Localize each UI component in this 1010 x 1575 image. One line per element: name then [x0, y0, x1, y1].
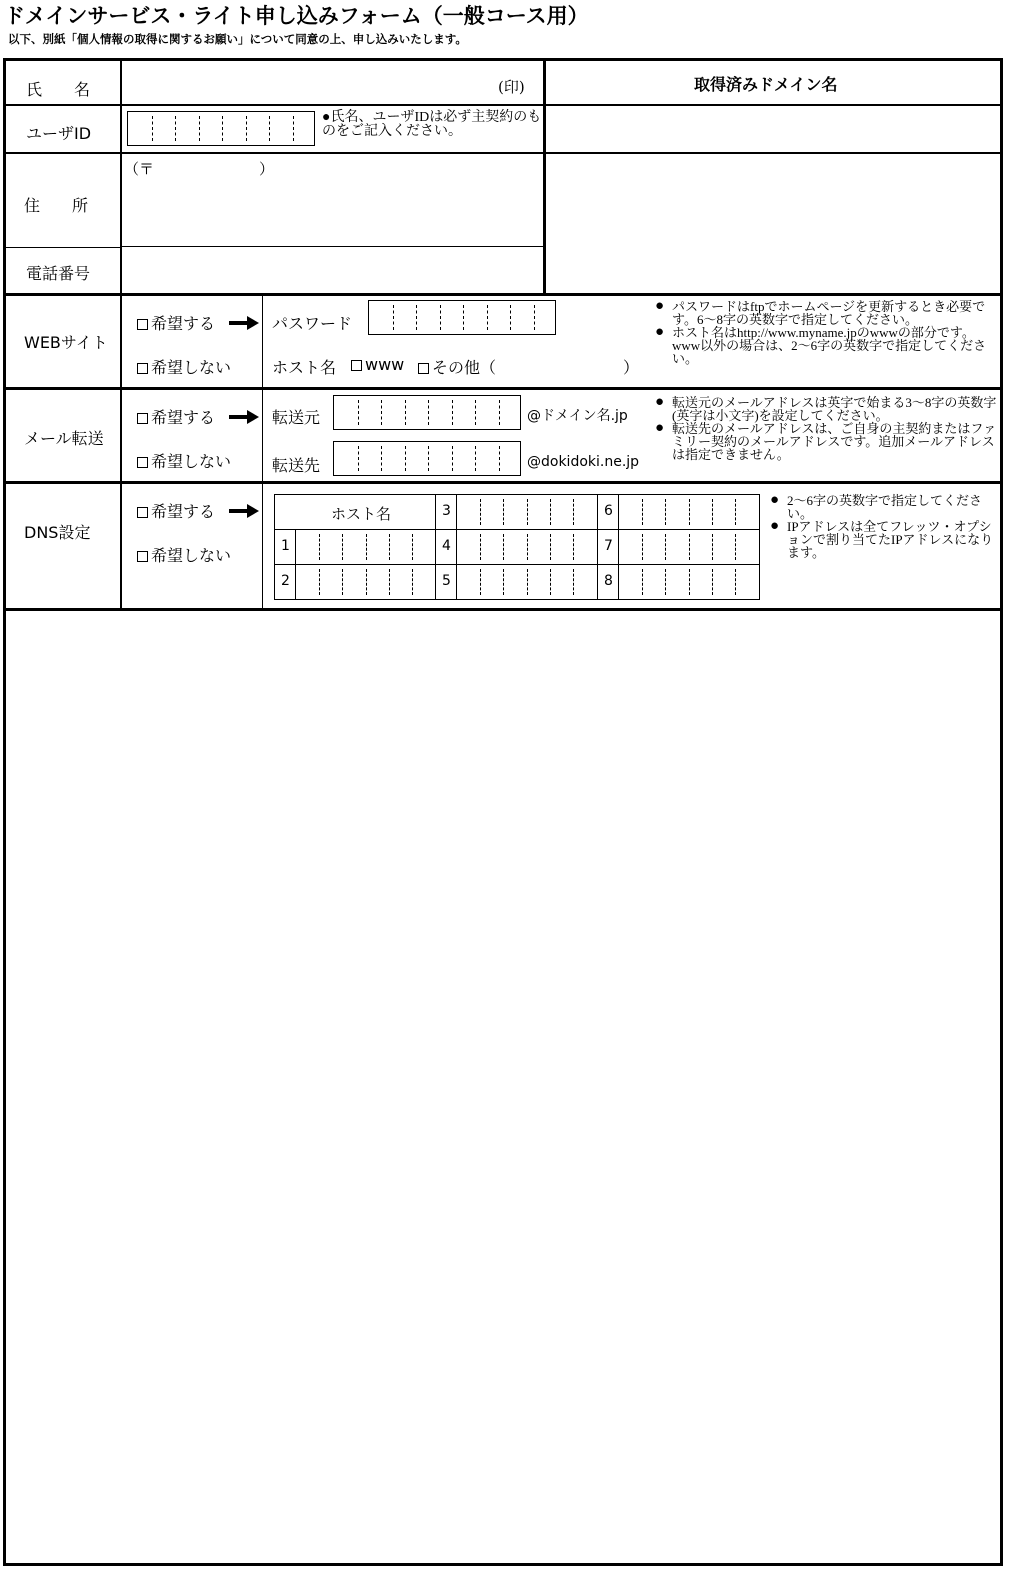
- userid-label: ユーザID: [26, 124, 92, 143]
- dns-cell-number: 5: [442, 573, 451, 589]
- form-title: ドメインサービス・ライト申し込みフォーム（一般コース用）: [4, 4, 589, 28]
- dns-cell-number: 8: [604, 573, 613, 589]
- userid-input[interactable]: [127, 111, 315, 146]
- dns-cell-number: 3: [442, 503, 451, 519]
- dns-host-input[interactable]: [457, 565, 596, 599]
- dns-host-input[interactable]: [619, 495, 758, 529]
- mail-to-suffix: @dokidoki.ne.jp: [527, 454, 640, 470]
- mail-notes: [655, 396, 1000, 461]
- userid-note: ●氏名、ユーザIDは必ず主契約のものをご記入ください。: [322, 110, 542, 139]
- mail-to-input[interactable]: [333, 441, 521, 476]
- web-not-want-checkbox[interactable]: [137, 363, 148, 374]
- mail-note-2: ● 転送先のメールアドレスは、ご自身の主契約またはファミリー契約のメールアドレスです。追加メールアドレスは指定できません。: [655, 422, 1000, 461]
- web-note-2: ● ホスト名はhttp://www.myname.jpのwwwの部分です。www以外の場合は、2～6字の英数字で指定してください。: [655, 326, 1000, 365]
- arrow-right-icon: [229, 316, 259, 330]
- web-want-option[interactable]: 希望する: [137, 311, 215, 334]
- mail-want-option[interactable]: 希望する: [137, 405, 215, 428]
- name-input[interactable]: [124, 62, 494, 102]
- form-subtitle: 以下、別紙「個人情報の取得に関するお願い」について同意の上、申し込みいたします。: [8, 32, 467, 46]
- dns-cell-number: 2: [281, 573, 290, 589]
- web-password-label: パスワード: [272, 314, 353, 333]
- web-www-checkbox[interactable]: [351, 360, 362, 371]
- acquired-domain-extra: [548, 156, 1000, 292]
- postal-code-mark: （〒 ）: [124, 160, 275, 178]
- web-note-1: ● パスワードはftpでホームページを更新するとき必要です。6～8字の英数字で指定してください。: [655, 300, 1000, 326]
- mail-from-label: 転送元: [272, 408, 321, 427]
- web-other-checkbox[interactable]: [418, 363, 429, 374]
- dns-host-input[interactable]: [296, 565, 435, 599]
- dns-host-grid: [274, 494, 760, 600]
- phone-label: 電話番号: [26, 264, 91, 283]
- web-other-close: ）: [623, 358, 640, 377]
- dns-notes: [770, 494, 1000, 559]
- web-notes: [655, 300, 1000, 365]
- acquired-domain-input[interactable]: [548, 108, 1000, 150]
- web-host-label: ホスト名: [272, 358, 337, 377]
- mail-want-checkbox[interactable]: [137, 413, 148, 424]
- dns-not-want-option[interactable]: 希望しない: [137, 543, 231, 566]
- arrow-right-icon: [229, 504, 259, 518]
- address-input[interactable]: [124, 180, 540, 242]
- dns-cell-number: 1: [281, 538, 290, 554]
- dns-want-checkbox[interactable]: [137, 507, 148, 518]
- web-password-input[interactable]: [368, 300, 556, 335]
- seal-mark: (印): [498, 78, 525, 96]
- dns-host-input[interactable]: [457, 495, 596, 529]
- mail-not-want-checkbox[interactable]: [137, 457, 148, 468]
- web-not-want-option[interactable]: 希望しない: [137, 355, 231, 378]
- phone-input[interactable]: [124, 250, 540, 290]
- dns-cell-number: 6: [604, 503, 613, 519]
- dns-note-2: ● IPアドレスは全てフレッツ・オプションで割り当てたIPアドレスになります。: [770, 520, 1000, 559]
- dns-not-want-checkbox[interactable]: [137, 551, 148, 562]
- name-label: 氏 名: [26, 80, 91, 99]
- dns-host-input[interactable]: [457, 530, 596, 564]
- mail-note-1: ● 転送元のメールアドレスは英字で始まる3～8字の英数字(英字は小文字)を設定してください。: [655, 396, 1000, 422]
- mail-not-want-option[interactable]: 希望しない: [137, 449, 231, 472]
- mail-from-suffix: @ドメイン名.jp: [527, 408, 628, 424]
- dns-cell-number: 4: [442, 538, 451, 554]
- dns-section-label: DNS設定: [24, 523, 91, 542]
- dns-host-input[interactable]: [619, 565, 758, 599]
- dns-host-input[interactable]: [296, 530, 435, 564]
- acquired-domain-label: 取得済みドメイン名: [694, 75, 838, 94]
- address-label: 住 所: [24, 196, 89, 215]
- web-section-label: WEBサイト: [24, 333, 108, 352]
- web-other-option[interactable]: その他（: [418, 355, 496, 378]
- dns-host-input[interactable]: [619, 530, 758, 564]
- mail-section-label: メール転送: [24, 429, 104, 448]
- mail-to-label: 転送先: [272, 456, 321, 475]
- mail-from-input[interactable]: [333, 395, 521, 430]
- dns-host-header: ホスト名: [331, 505, 392, 523]
- web-want-checkbox[interactable]: [137, 319, 148, 330]
- dns-note-1: ● 2～6字の英数字で指定してください。: [770, 494, 1000, 520]
- arrow-right-icon: [229, 410, 259, 424]
- dns-want-option[interactable]: 希望する: [137, 499, 215, 522]
- web-www-option[interactable]: www: [351, 355, 404, 374]
- dns-cell-number: 7: [604, 538, 613, 554]
